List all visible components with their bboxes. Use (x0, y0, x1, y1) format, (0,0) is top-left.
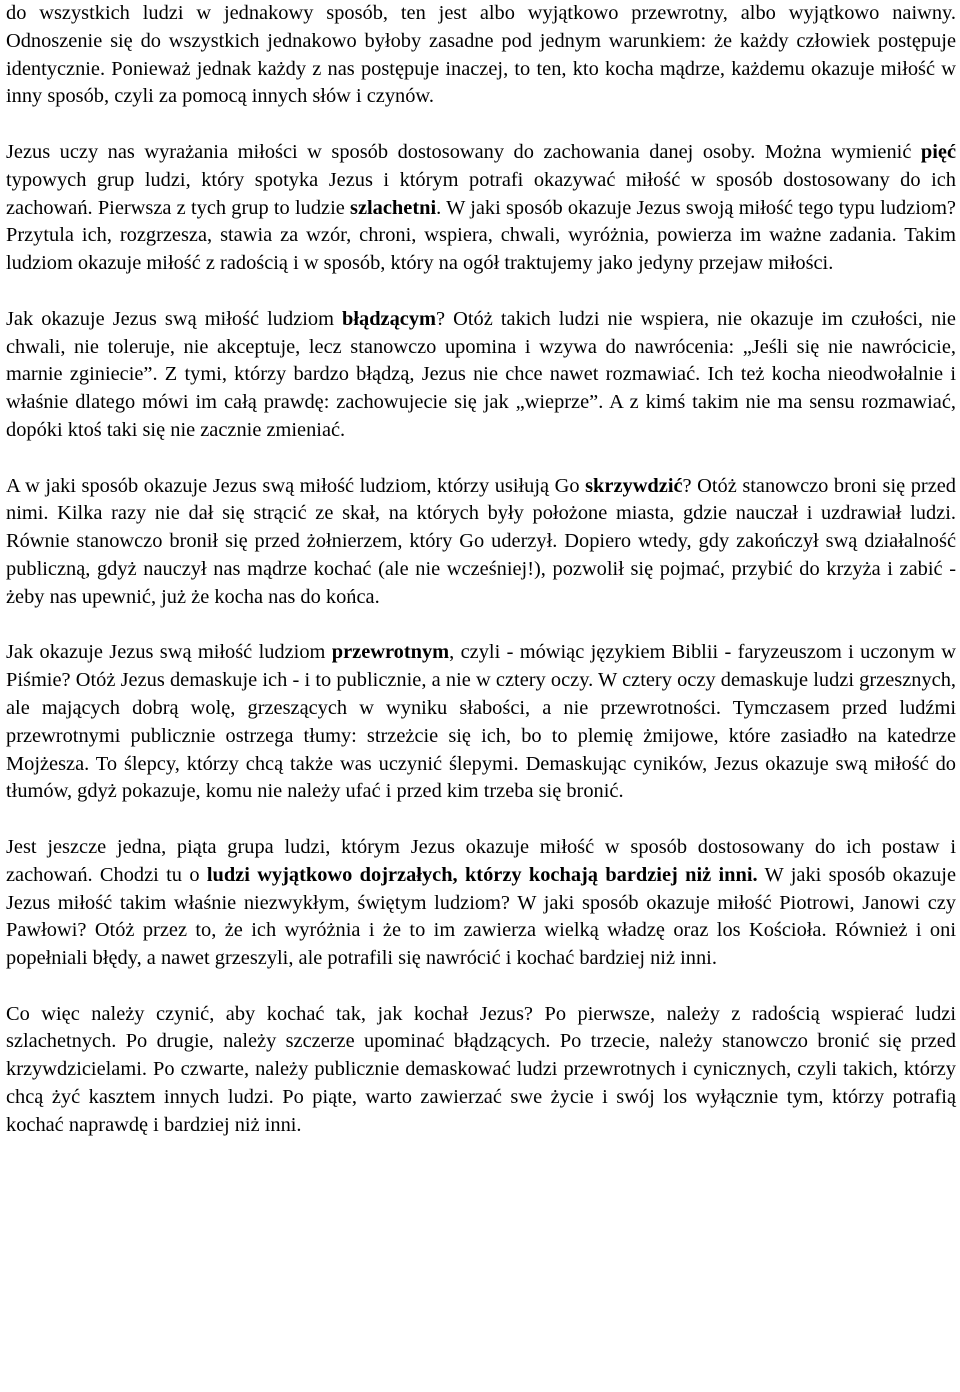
text-segment: W jaki sposób okazuje Jezus miłość takim właśnie niezwykłym, świętym ludziom? W jaki sposób okazuje miłość Piotrowi, Janowi czy Pawłowi? Otóż przez to, że ich wyróżnia i że to im zawierza wielką władzę oraz los Kościoła. Również i oni popełniali błędy, a nawet grzeszyli, ale potrafili się nawrócić i kochać bardziej niż inni. (6, 863, 956, 970)
bold-text-segment: ludzi wyjątkowo dojrzałych, którzy kochają bardziej niż inni. (206, 863, 758, 886)
bold-text-segment: szlachetni (350, 196, 437, 219)
bold-text-segment: błądzącym (342, 307, 437, 330)
text-segment: . W jaki sposób okazuje Jezus swoją miłość tego typu ludziom? Przytula ich, rozgrzesza, stawia za wzór, chroni, wspiera, chwali, wyróżnia, powierza im ważne zadania. Takim ludziom okazuje miłość z radością i w sposób, który na ogół traktujemy jako jedyny przejaw miłości. (6, 196, 956, 275)
text-segment: do wszystkich ludzi w jednakowy sposób, ten jest albo wyjątkowo przewrotny, albo wyjątkowo naiwny. Odnoszenie się do wszystkich jednakowo byłoby zasadne pod jednym warunkiem: że każdy człowiek postępuje identycznie. Ponieważ jednak każdy z nas postępuje inaczej, to ten, kto kocha mądrze, każdemu okazuje miłość w inny sposób, czyli za pomocą innych słów i czynów. (6, 2, 956, 108)
bold-text-segment: przewrotnym (331, 641, 450, 664)
paragraph (6, 306, 956, 445)
paragraph (6, 0, 956, 111)
bold-text-segment: skrzywdzić (585, 474, 683, 497)
paragraph (6, 473, 956, 612)
paragraph (6, 1001, 956, 1140)
text-segment: Jezus uczy nas wyrażania miłości w sposób dostosowany do zachowania danej osoby. Można wymienić (6, 140, 921, 163)
text-segment: , czyli - mówiąc językiem Biblii - faryzeuszom i uczonym w Piśmie? Otóż Jezus demaskuje ich - i to publicznie, a nie w cztery oczy. W cztery oczy demaskuje ludzi grzesznych, ale mających dobrą wolę, grzeszących w wyniku słabości, a nie przewrotności. Tymczasem przed ludźmi przewrotnymi publicznie ostrzega tłumy: strzeżcie się ich, bo to plemię żmijowe, które zasiadło na katedrze Mojżesza. To ślepcy, którzy chcą także was uczynić ślepymi. Demaskując cyników, Jezus okazuje swą miłość do tłumów, gdyż pokazuje, komu nie należy ufać i przed kim trzeba się bronić. (6, 641, 956, 803)
bold-text-segment: pięć (920, 140, 956, 163)
text-segment: typowych grup ludzi, który spotyka Jezus i którym potrafi okazywać miłość w sposób dostosowany do ich zachowań. Pierwsza z tych grup to ludzie (6, 168, 956, 219)
text-segment: Jak okazuje Jezus swą miłość ludziom (6, 641, 332, 664)
paragraph (6, 834, 956, 973)
text-segment: ? Otóż takich ludzi nie wspiera, nie okazuje im czułości, nie chwali, nie toleruje, nie akceptuje, lecz stanowczo upomina i wzywa do nawrócenia: „Jeśli się nie nawrócicie, marnie zginiecie”. Z tymi, którzy bardzo błądzą, Jezus nie chce nawet rozmawiać. Ich też kocha nieodwołalnie i właśnie dlatego mówi im całą prawdę: zachowujecie się jak „wieprze”. A z kimś takim nie ma sensu rozmawiać, dopóki ktoś taki się nie zacznie zmieniać. (6, 307, 956, 441)
text-segment: Jak okazuje Jezus swą miłość ludziom (6, 307, 343, 330)
document-page (6, 0, 956, 1140)
text-segment: ? Otóż stanowczo broni się przed nimi. Kilka razy nie dał się strącić ze skał, na których były położone miasta, gdzie nauczał i uzdrawiał ludzi. Równie stanowczo bronił się przed żołnierzem, który Go uderzył. Dopiero wtedy, gdy zakończył swą działalność publiczną, gdyż nauczył nas mądrze kochać (ale nie wcześniej!), pozwolił się pojmać, przybić do krzyża i zabić - żeby nas upewnić, już że kocha nas do końca. (6, 474, 957, 608)
text-segment: Jest jeszcze jedna, piąta grupa ludzi, którym Jezus okazuje miłość w sposób dostosowany do ich postaw i zachowań. Chodzi tu o (6, 835, 956, 886)
paragraph (6, 139, 956, 278)
paragraph (6, 639, 956, 806)
text-segment: Co więc należy czynić, aby kochać tak, jak kochał Jezus? Po pierwsze, należy z radością wspierać ludzi szlachetnych. Po drugie, należy szczerze upominać błądzących. Po trzecie, należy stanowczo bronić się przed krzywdzicielami. Po czwarte, należy publicznie demaskować ludzi przewrotnych i cynicznych, czyli takich, którzy chcą żyć kasztem innych ludzi. Po piąte, warto zawierzać swe życie i swój los wyłącznie tym, którzy potrafią kochać naprawdę i bardziej niż inni. (6, 1002, 956, 1136)
text-segment: A w jaki sposób okazuje Jezus swą miłość ludziom, którzy usiłują Go (6, 474, 586, 497)
